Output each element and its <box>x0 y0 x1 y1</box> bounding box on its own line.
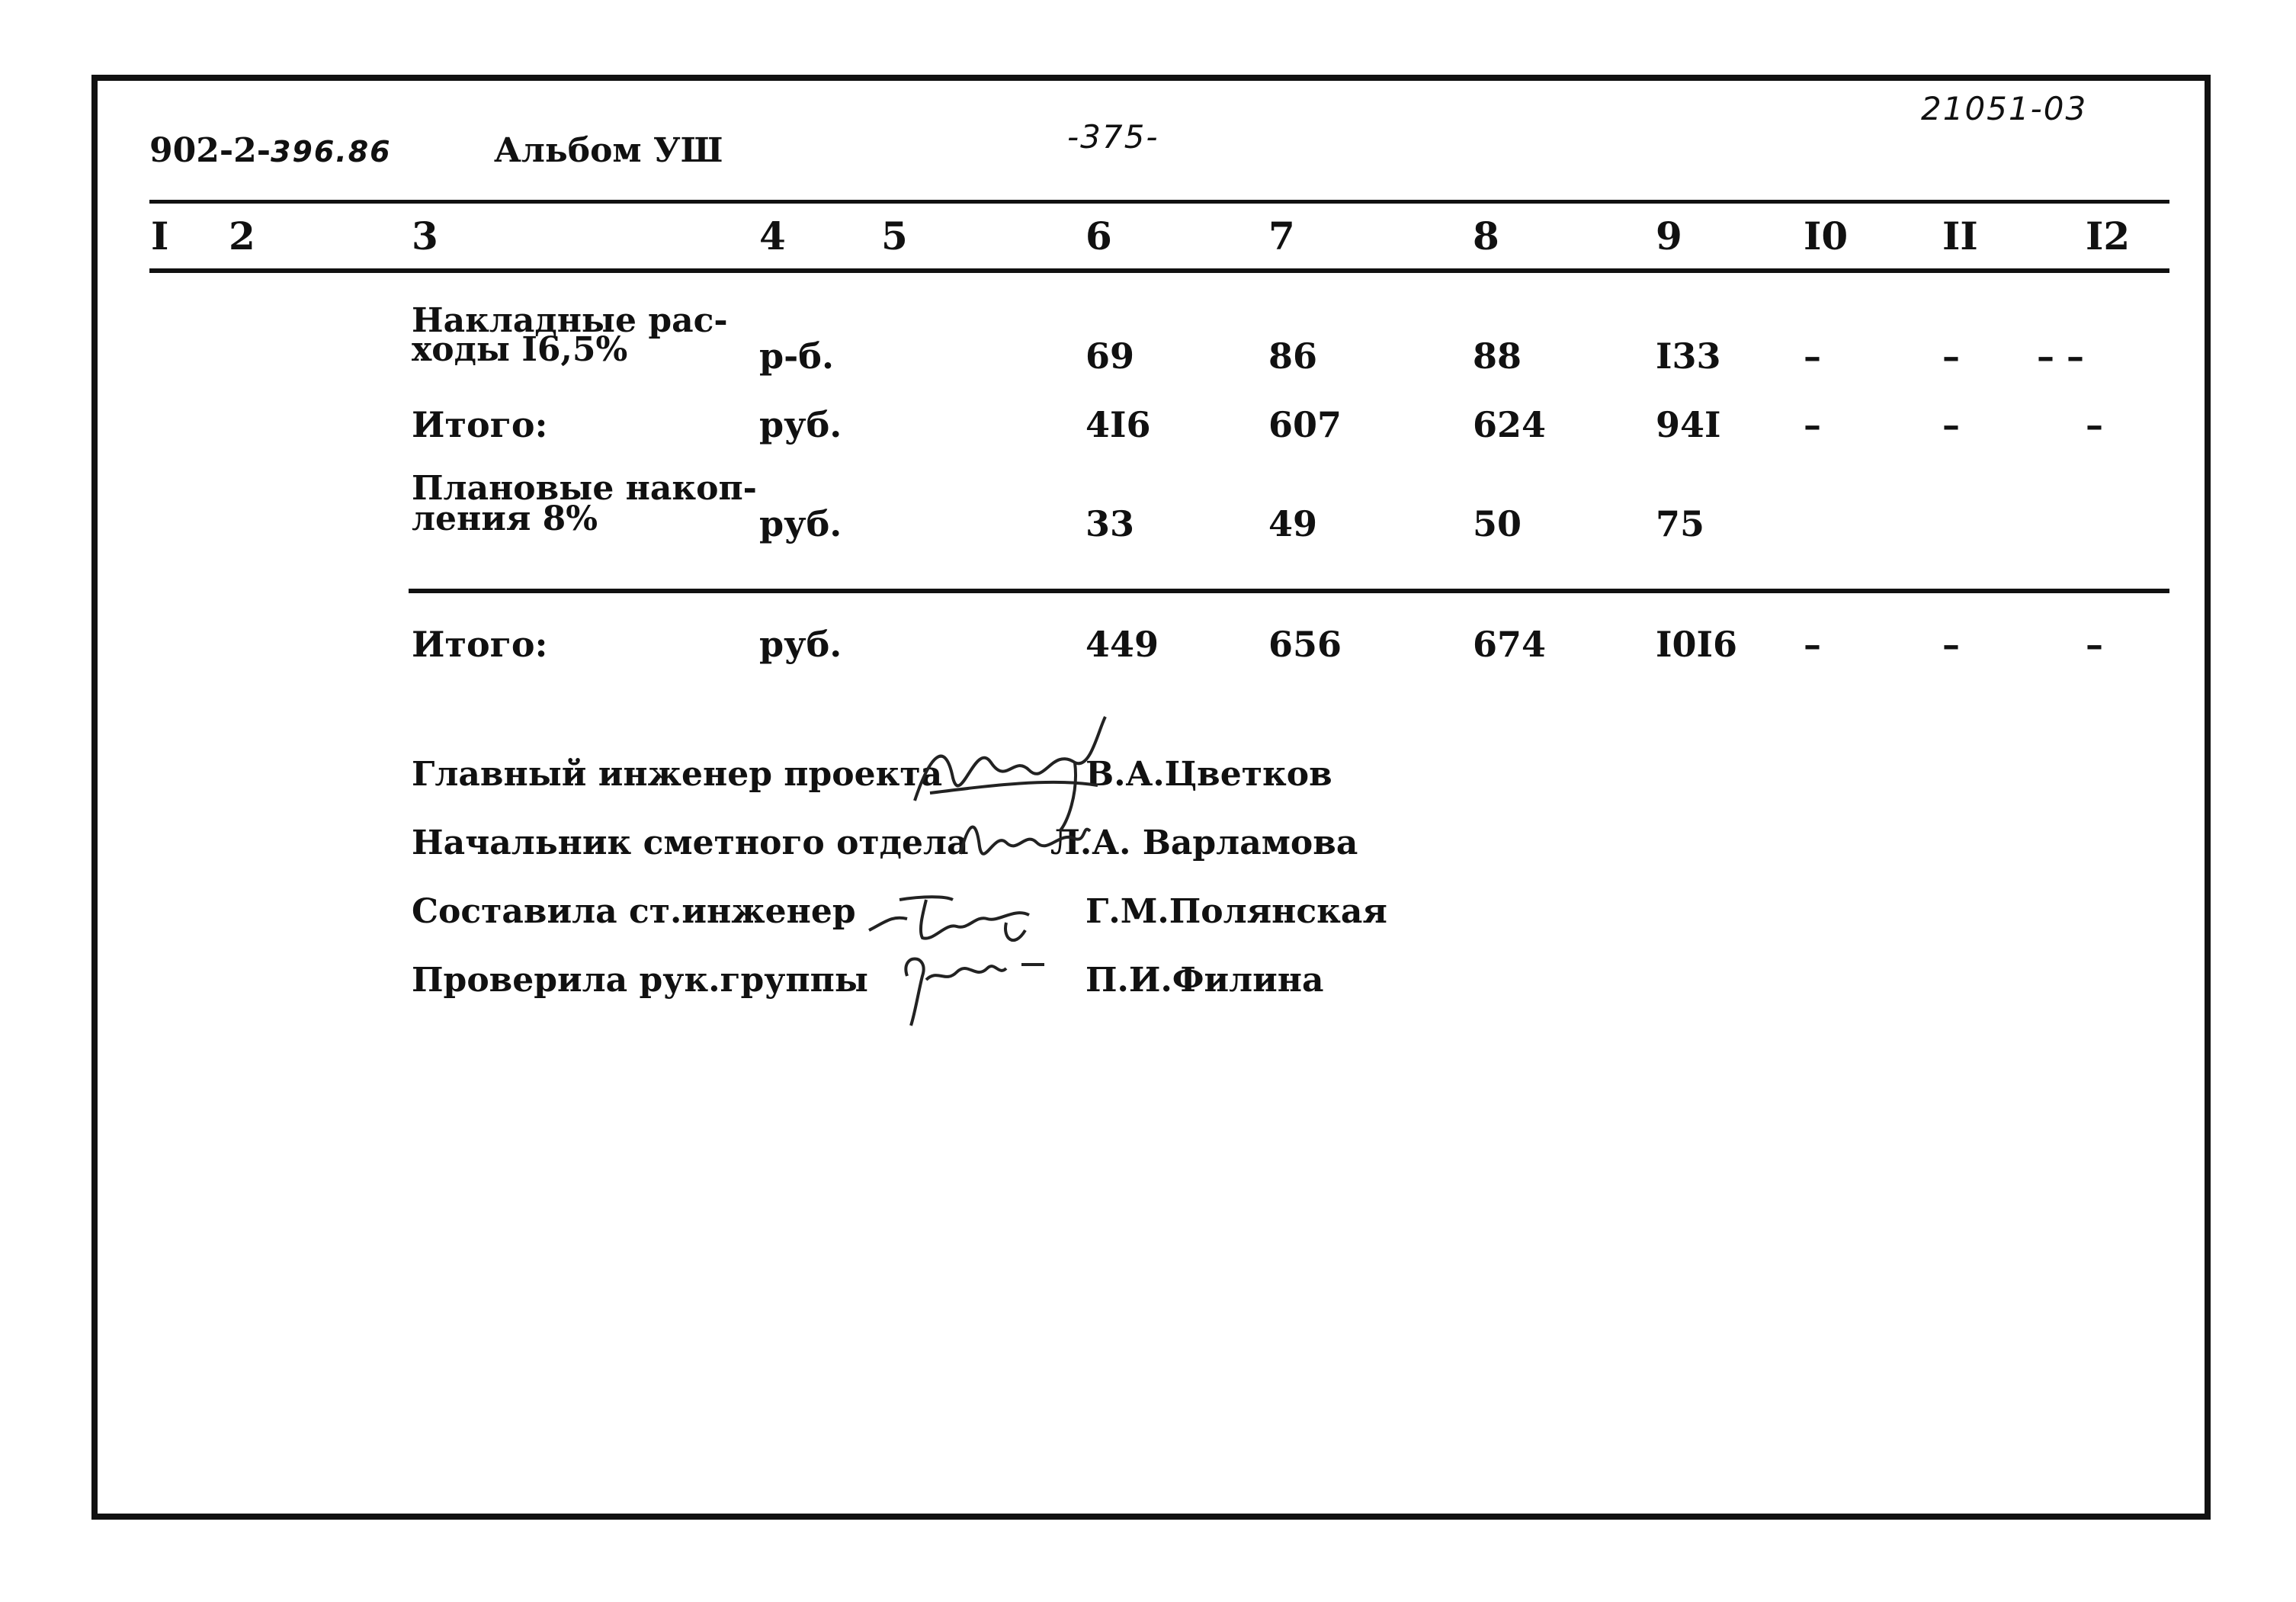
row2-c7: 607 <box>1268 404 1342 445</box>
signature-name-3: Г.М.Полянская <box>1085 892 1387 931</box>
col-header-10: I0 <box>1804 213 1849 258</box>
col-header-1: I <box>151 213 169 258</box>
row3-c9: 75 <box>1656 503 1705 544</box>
page-number: -375- <box>1067 118 1159 156</box>
col-header-9: 9 <box>1656 213 1682 258</box>
row3-c6: 33 <box>1085 503 1135 544</box>
row2-c9: 94I <box>1656 404 1721 445</box>
row1-label-line1: Накладные рас- <box>412 301 728 340</box>
row2-c8: 624 <box>1473 404 1547 445</box>
total-unit: руб. <box>759 624 842 665</box>
total-rule <box>409 589 2169 593</box>
signature-role-2: Начальник сметного отдела <box>412 823 969 862</box>
row3-c8: 50 <box>1473 503 1522 544</box>
col-header-8: 8 <box>1473 213 1499 258</box>
col-header-7: 7 <box>1268 213 1295 258</box>
row3-label-line1: Плановые накоп- <box>412 469 757 508</box>
row1-label-line2: ходы I6,5% <box>412 330 628 369</box>
total-c7: 656 <box>1268 624 1342 665</box>
col-header-11: II <box>1942 213 1978 258</box>
signature-role-4: Проверила рук.группы <box>412 961 868 1000</box>
row1-unit: р-б. <box>759 335 834 377</box>
row2-unit: руб. <box>759 404 842 445</box>
row1-c8: 88 <box>1473 335 1522 377</box>
album-label: Альбом УШ <box>494 131 723 170</box>
row1-c10: – <box>1804 335 1821 377</box>
header-rule-top <box>149 200 2169 204</box>
row2-c12: – <box>2086 404 2103 445</box>
total-c11: – <box>1942 624 1960 665</box>
row2-c10: – <box>1804 404 1821 445</box>
col-header-12: I2 <box>2086 213 2131 258</box>
total-c8: 674 <box>1473 624 1547 665</box>
row1-c12: – – <box>2037 335 2085 377</box>
col-header-2: 2 <box>229 213 255 258</box>
handwritten-signature-2 <box>953 808 1098 877</box>
row1-c6: 69 <box>1085 335 1135 377</box>
doc-code-handwritten: 396.86 <box>270 135 392 169</box>
total-c9: I0I6 <box>1656 624 1738 665</box>
signature-name-2: Л.А. Варламова <box>1050 823 1358 862</box>
handwritten-signature-4 <box>892 938 1060 1029</box>
row2-label: Итого: <box>412 404 548 445</box>
row3-c7: 49 <box>1268 503 1318 544</box>
page-frame <box>91 75 2211 1520</box>
col-header-4: 4 <box>759 213 786 258</box>
total-c10: – <box>1804 624 1821 665</box>
doc-code <box>149 131 392 170</box>
row3-unit: руб. <box>759 503 842 544</box>
row2-c6: 4I6 <box>1085 404 1151 445</box>
col-header-6: 6 <box>1085 213 1112 258</box>
total-c6: 449 <box>1085 624 1159 665</box>
row1-c7: 86 <box>1268 335 1318 377</box>
total-c12: – <box>2086 624 2103 665</box>
total-label: Итого: <box>412 624 548 665</box>
row1-c11: – <box>1942 335 1960 377</box>
col-header-3: 3 <box>412 213 438 258</box>
row1-c9: I33 <box>1656 335 1721 377</box>
row2-c11: – <box>1942 404 1960 445</box>
signature-role-1: Главный инженер проекта <box>412 755 943 794</box>
doc-code-prefix: 902-2- <box>149 131 271 170</box>
signature-role-3: Составила ст.инженер <box>412 892 856 931</box>
signature-name-1: В.А.Цветков <box>1085 755 1332 794</box>
row3-label-line2: ления 8% <box>412 499 598 538</box>
signature-name-4: П.И.Филина <box>1085 961 1324 1000</box>
archive-number: 21051-03 <box>1921 90 2088 127</box>
header-rule-bottom <box>149 268 2169 273</box>
col-header-5: 5 <box>881 213 908 258</box>
